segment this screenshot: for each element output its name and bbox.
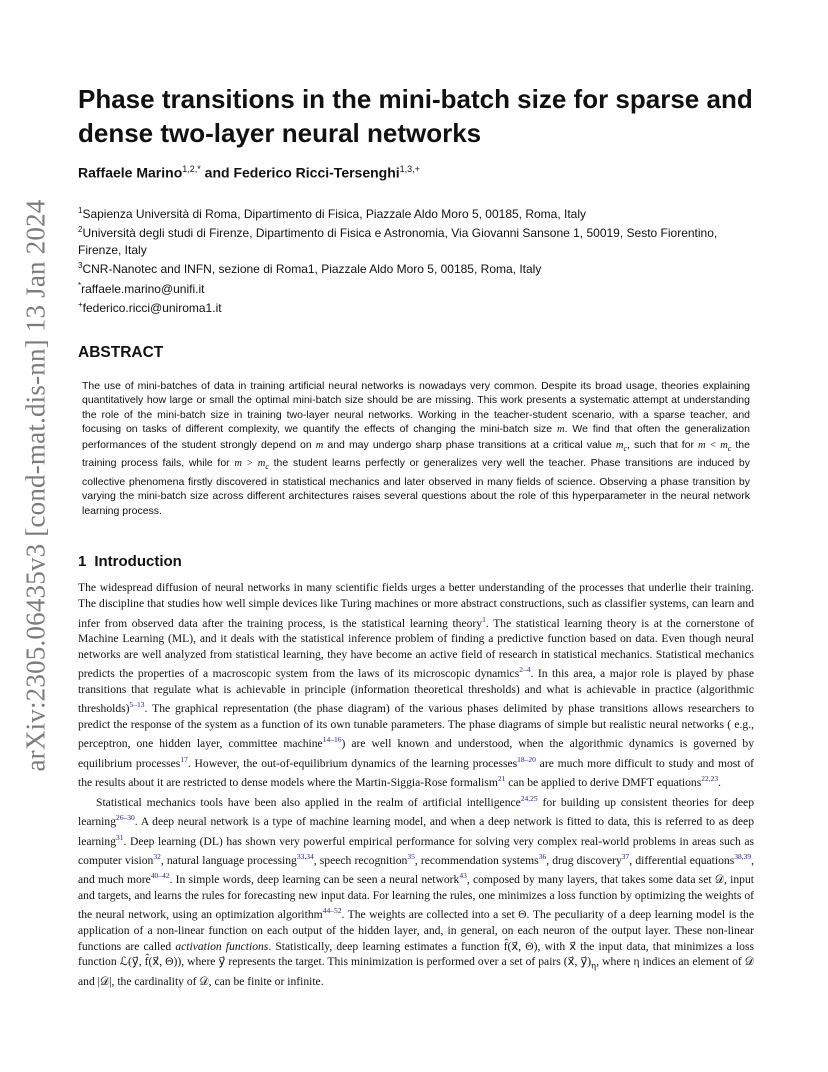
citation-link[interactable]: 36 bbox=[538, 851, 547, 861]
abstract-segment: , such that for bbox=[627, 438, 699, 451]
citation-link[interactable]: 5–13 bbox=[129, 700, 145, 710]
affiliation-text: CNR-Nanotec and INFN, sezione di Roma1, Piazzale Aldo Moro 5, 00185, Roma, Italy bbox=[82, 262, 542, 277]
affiliation-mark: + bbox=[78, 300, 83, 310]
math-subscript: c bbox=[727, 443, 732, 453]
abstract-text bbox=[82, 379, 750, 519]
corresponding-email[interactable]: raffaele.marino@unifi.it bbox=[81, 281, 205, 296]
math-symbol: m bbox=[615, 439, 624, 451]
citation-link[interactable]: 43 bbox=[459, 871, 467, 881]
citation-link[interactable]: 18–20 bbox=[517, 754, 536, 764]
abstract-segment: the student learns perfectly or generalizes very well the teacher. Phase transitions are induced by collective phenomena firstly discovered in statistical mechanics and later observed in many fields of science. Observing a phase transition by varying the mini-batch size across different architectures raises several questions about the role of this hyperparameter in the neural network learning process. bbox=[82, 457, 750, 517]
author-line bbox=[78, 164, 754, 181]
math-subscript: c bbox=[623, 443, 627, 453]
affiliation-item bbox=[78, 203, 754, 223]
author-name: Raffaele Marino bbox=[78, 164, 183, 181]
arxiv-identifier-stamp bbox=[14, 198, 58, 772]
author-conjunction: and bbox=[200, 164, 234, 181]
affiliation-list bbox=[78, 203, 754, 317]
citation-link[interactable]: 31 bbox=[116, 832, 124, 842]
citation-link[interactable]: 37 bbox=[621, 851, 630, 861]
citation-link[interactable]: 17 bbox=[180, 754, 188, 764]
citation-link[interactable]: 14–16 bbox=[322, 735, 342, 745]
section-title: Introduction bbox=[94, 553, 182, 571]
affiliation-text: Università degli studi di Firenze, Dipartimento di Fisica e Astronomia, Via Giovanni Sansone 1, 50019, Sesto Fiorentino, Firenze, Italy bbox=[78, 226, 718, 257]
citation-link[interactable]: 33,34 bbox=[296, 851, 314, 861]
author-name: Federico Ricci-Tersenghi bbox=[233, 164, 400, 181]
abstract-segment: . We find that often the generalization performances of the student strongly depend on bbox=[82, 423, 750, 451]
affiliation-mark: 2 bbox=[78, 225, 83, 235]
math-subscript: c bbox=[265, 462, 269, 472]
section-heading bbox=[78, 553, 754, 570]
affiliation-item bbox=[78, 222, 754, 258]
affiliation-mark: 3 bbox=[78, 261, 83, 271]
author-affiliation-marks: 1,3,+ bbox=[399, 164, 420, 174]
affiliation-item bbox=[78, 258, 754, 278]
citation-link[interactable]: 32 bbox=[153, 851, 161, 861]
citation-link[interactable]: 40–42 bbox=[150, 871, 170, 881]
math-inequality: m < m bbox=[698, 439, 728, 451]
citation-link[interactable]: 44–52 bbox=[322, 906, 342, 916]
citation-link[interactable]: 38,39 bbox=[734, 851, 752, 861]
math-inequality: m > m bbox=[234, 458, 266, 470]
abstract-segment: The use of mini-batches of data in training artificial neural networks is nowadays very common. Despite its broad usage, theories explaining quantitatively how large or small the optimal mini-batch size should be are missing. This work presents a systematic attempt at understanding the role of the mini-batch size in training two-layer neural networks. Working in the teacher-student scenario, with a sparse teacher, and focusing on tasks of different complexity, we quantify the effects of changing the mini-batch size bbox=[82, 379, 750, 436]
math-symbol: m bbox=[557, 424, 565, 436]
affiliation-mark: * bbox=[78, 280, 82, 290]
math-subscript: η bbox=[591, 960, 597, 972]
abstract-heading: ABSTRACT bbox=[78, 343, 164, 361]
section-number: 1 bbox=[78, 553, 87, 571]
citation-link[interactable]: 22,23 bbox=[701, 774, 719, 784]
affiliation-text: Sapienza Università di Roma, Dipartimento di Fisica, Piazzale Aldo Moro 5, 00185, Roma, Italy bbox=[82, 206, 587, 221]
abstract-segment: the training process fails, while for bbox=[82, 438, 750, 470]
affiliation-item bbox=[78, 297, 754, 317]
corresponding-email[interactable]: federico.ricci@uniroma1.it bbox=[82, 301, 222, 316]
math-symbol: m bbox=[315, 439, 324, 451]
affiliation-mark: 1 bbox=[78, 205, 83, 215]
citation-link[interactable]: 26–30 bbox=[116, 813, 135, 823]
citation-link[interactable]: 24,25 bbox=[520, 793, 538, 803]
citation-link[interactable]: 1 bbox=[482, 614, 486, 624]
arxiv-id-text: arXiv:2305.06435v3 [cond-mat.dis-nn] 13 Jan 2024 bbox=[20, 198, 51, 772]
emphasis: activation functions bbox=[175, 939, 269, 953]
body-paragraph: Statistical mechanics tools have been also applied in the realm of artificial intelligence$^{24,25}$ for building up consistent theories for deep learning$^{26-30}$. A deep neural network is a type of machine learning model, and when a deep network is fitted to data, this is referred to as deep learning$^{31}$. Deep learning (DL) has shown very powerful empirical performance for solving very complex real-world problems in areas such as computer vision$^{32}$, natural language processing$^{33,34}$, speech recognition$^{35}$, recommendation systems$^{36}$, drug discovery$^{37}$, differential equations$^{38,39}$, and much more$^{40-42}$. In simple words, deep learning can be seen a neural network$^{43}$, composed by many layers, that takes some data set 𝒟, input and targets, and learns the rules for forecasting new input data. For learning the rules, one minimizes a loss function by optimizing the weights of the neural network, using an optimization algorithm$^{44-52}$. The weights are collected into a set Θ. The peculiarity of a deep learning model is the application of a non-linear function on each output of the hidden layer, and, in general, on each neuron of the output layer. These non-linear functions are called activation functions. Statistically, deep learning estimates a function f̂(x⃗, Θ), with x⃗ the input data, that minimizes a loss function ℒ(y⃗, f̂(x⃗, Θ)), where y⃗ represents the target. This minimization is performed over a set of pairs (x⃗, $y⃗)_\eta$, where η indices an element of 𝒟 and |𝒟|, the cardinality of 𝒟, can be finite or infinite. bbox=[78, 793, 755, 989]
citation-link[interactable]: 2–4 bbox=[519, 665, 531, 675]
author-affiliation-marks: 1,2,* bbox=[182, 164, 201, 174]
abstract-segment: and may undergo sharp phase transitions at a critical value bbox=[323, 438, 616, 451]
section-body bbox=[78, 580, 754, 989]
body-paragraph: The widespread diffusion of neural networks in many scientific fields urges a better understanding of the processes that underlie their training. The discipline that studies how well simple devices like Turing machines or more abstract constructions, such as classifier systems, can learn and infer from observed data after the training process, is the statistical learning theory$^1$. The statistical learning theory is at the cornerstone of Machine Learning (ML), and it deals with the statistical inference problem of finding a predictive function based on data. Even though neural networks are well analyzed from statistical learning, they have become an active field of research in statistical mechanics. Statistical mechanics predicts the properties of a macroscopic system from the laws of its microscopic dynamics$^{2-4}$. In this area, a major role is played by phase transitions that regulate what is achievable in principle (information theoretical thresholds) and what is achievable in practice (algorithmic thresholds)$^{5-13}$. The graphical representation (the phase diagram) of the various phases delimited by phase transitions allows researchers to predict the response of the system as a function of its own tunable parameters. The phase diagrams of simple but realistic neural networks ( e.g., perceptron, one hidden layer, committee machine$^{14-16}$) are well known and understood, when the algorithmic dynamics is governed by equilibrium processes$^{17}$. However, the out-of-equilibrium dynamics of the learning processes$^{18-20}$ are much more difficult to study and most of the results about it are restricted to dense models where the Martin-Siggia-Rose formalism$^{21}$ can be applied to derive DMFT equations$^{22,23}$. bbox=[78, 581, 755, 790]
citation-link[interactable]: 35 bbox=[407, 851, 415, 861]
paper-title: Phase transitions in the mini-batch size for sparse and dense two-layer neural networks bbox=[78, 84, 753, 148]
paper-page bbox=[78, 82, 754, 990]
affiliation-item bbox=[78, 278, 754, 298]
citation-link[interactable]: 21 bbox=[497, 774, 506, 784]
